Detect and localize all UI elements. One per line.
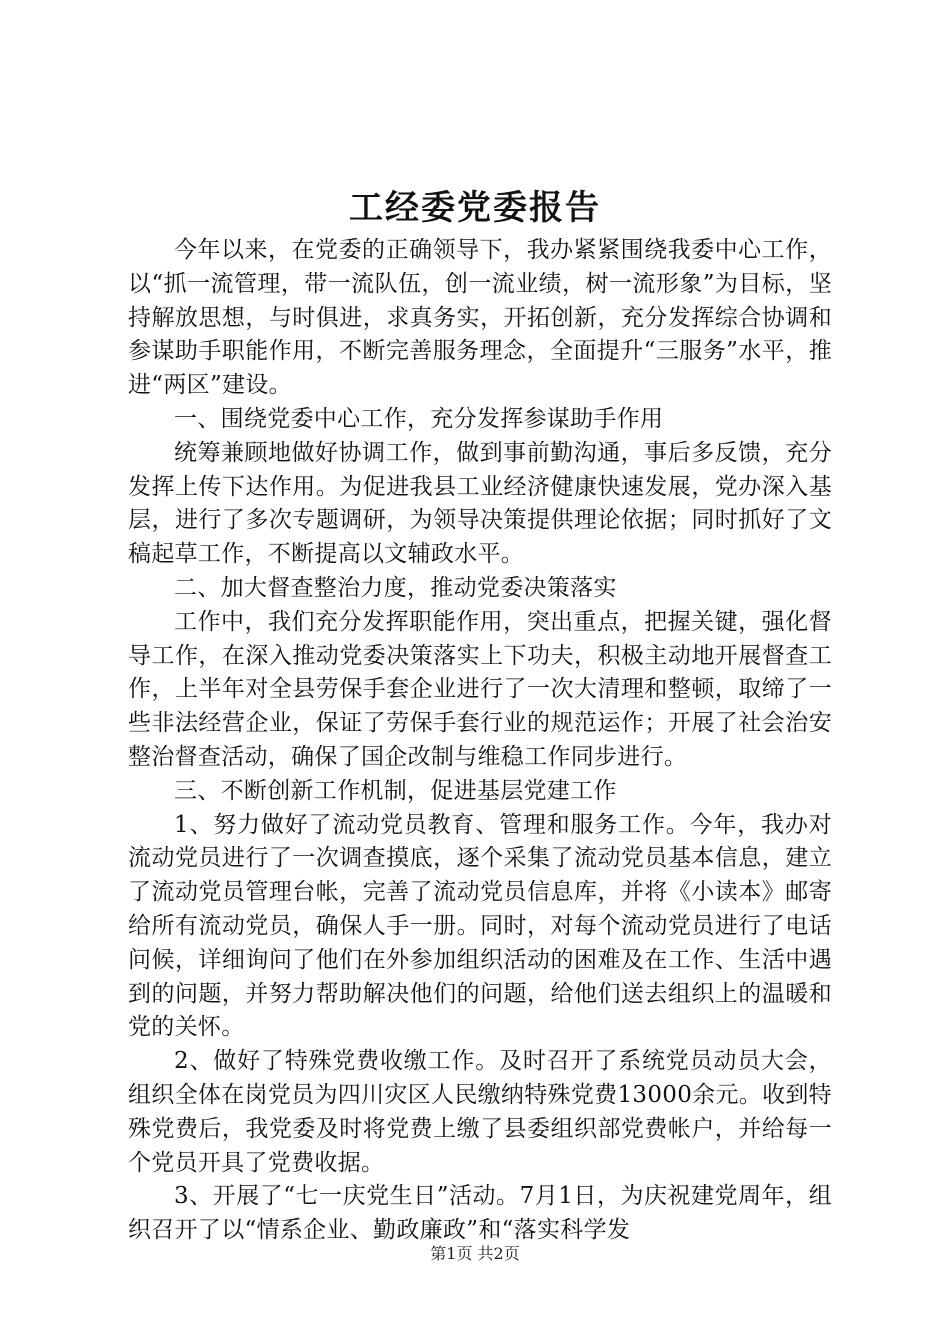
document-body <box>128 234 832 1248</box>
section-3-item-1: 1、努力做好了流动党员教育、管理和服务工作。今年，我办对流动党员进行了一次调查摸底，逐个采集了流动党员基本信息，建立了流动党员管理台帐，完善了流动党员信息库，并将《小读本》邮寄给所有流动党员，确保人手一册。同时，对每个流动党员进行了电话问候，详细询问了他们在外参加组织活动的困难及在工作、生活中遇到的问题，并努力帮助解决他们的问题，给他们送去组织上的温暖和党的关怀。 <box>128 811 832 1041</box>
page-footer: 第1页 共2页 <box>430 1244 520 1263</box>
section-heading-2: 二、加大督查整治力度，推动党委决策落实 <box>174 574 617 601</box>
section-3-item-3: 3、开展了“七一庆党生日”活动。7月1日，为庆祝建党周年，组织召开了以“情系企业、勤政廉政”和“落实科学发 <box>128 1183 832 1244</box>
section-1-paragraph: 统筹兼顾地做好协调工作，做到事前勤沟通，事后多反馈，充分发挥上传下达作用。为促进我县工业经济健康快速发展，党办深入基层，进行了多次专题调研，为领导决策提供理论依据；同时抓好了文稿起草工作，不断提高以文辅政水平。 <box>128 439 832 568</box>
section-3-item-2: 2、做好了特殊党费收缴工作。及时召开了系统党员动员大会，组织全体在岗党员为四川灾区人民缴纳特殊党费13000余元。收到特殊党费后，我党委及时将党费上缴了县委组织部党费帐户，并给每一个党员开具了党费收据。 <box>128 1048 832 1176</box>
section-2-paragraph: 工作中，我们充分发挥职能作用，突出重点，把握关键，强化督导工作，在深入推动党委决策落实上下功夫，积极主动地开展督查工作，上半年对全县劳保手套企业进行了一次大清理和整顿，取缔了一些非法经营企业，保证了劳保手套行业的规范运作；开展了社会治安整治督查活动，确保了国企改制与维稳工作同步进行。 <box>128 608 832 770</box>
section-heading-1: 一、围绕党委中心工作，充分发挥参谋助手作用 <box>174 405 664 432</box>
document-title: 工经委党委报告 <box>349 188 601 228</box>
section-heading-3: 三、不断创新工作机制，促进基层党建工作 <box>174 777 617 804</box>
intro-paragraph: 今年以来，在党委的正确领导下，我办紧紧围绕我委中心工作，以“抓一流管理，带一流队伍，创一流业绩，树一流形象”为目标，坚持解放思想，与时俱进，求真务实，开拓创新，充分发挥综合协调和参谋助手职能作用，不断完善服务理念，全面提升“三服务”水平，推进“两区”建设。 <box>128 237 832 399</box>
